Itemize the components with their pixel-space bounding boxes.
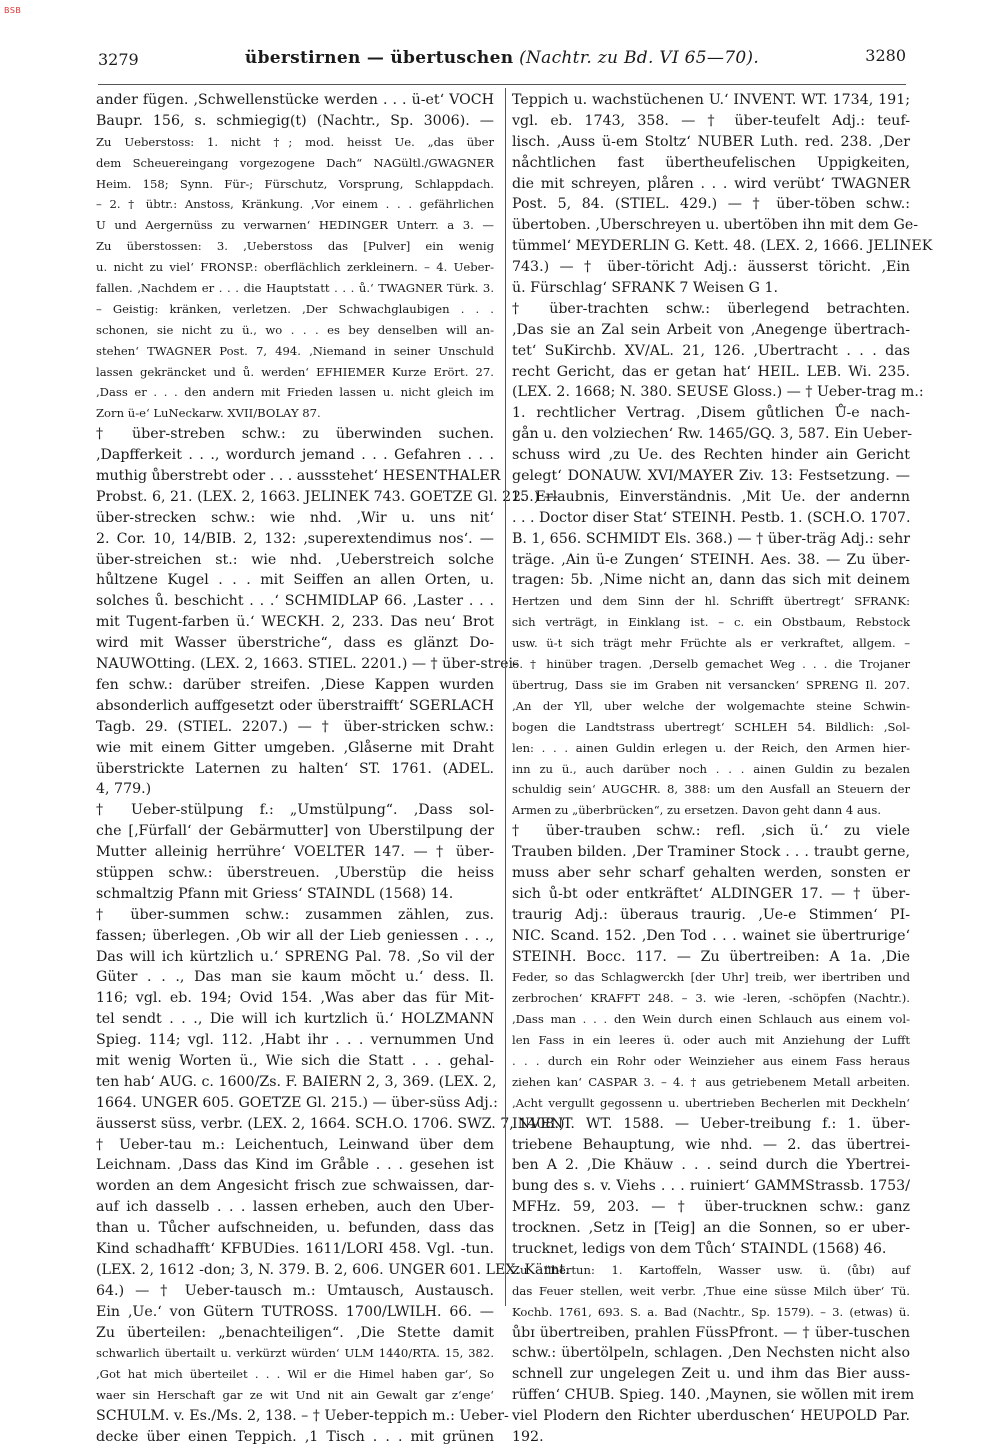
text-line: – 2. † übtr.: Anstoss, Kränkung. ‚Vor einem . . . gefährlichen bbox=[96, 197, 494, 212]
text-line: Zu Ueberstoss: 1. nicht †; mod. heisst Ue. „das über bbox=[96, 134, 494, 149]
text-line: lisch. ‚Auss ü-em Stoltz‘ NUBER Luth. red. 238. ‚Der bbox=[512, 133, 910, 150]
text-line: Zu übertun: 1. Kartoffeln, Wasser usw. ü. (ůbɪ) auf bbox=[512, 1262, 910, 1277]
text-line: . . . durch ein Rohr oder Weinzieher aus einem Fass heraus bbox=[512, 1053, 910, 1068]
text-line: das Feuer stellen, weit verbr. ‚Thue eine süsse Milch über‘ Tü. bbox=[512, 1283, 910, 1298]
page-number-left: 3279 bbox=[98, 50, 139, 69]
text-line: Das will ich kürtzlich u.‘ SPRENG Pal. 78. ‚So vil der bbox=[96, 948, 494, 965]
text-line: than u. Tůcher aufschneiden, u. befunden, dass das bbox=[96, 1220, 494, 1237]
text-line: – Geistig: kränken, verletzen. ‚Der Schwachglaubigen . . . bbox=[96, 301, 494, 316]
text-line: worden an dem Angesicht frisch zue schwaissen, dar- bbox=[96, 1178, 494, 1195]
text-line: zerbrochen‘ KRAFFT 248. – 3. wie -leren, -schöpfen (Nachtr.). bbox=[512, 991, 910, 1006]
text-line: stehen‘ TWAGNER Post. 7, 494. ‚Niemand in seiner Unschuld bbox=[96, 343, 494, 358]
text-line: SCHULM. v. Es./Ms. 2, 138. – † Ueber-teppich m.: Ueber- bbox=[96, 1408, 509, 1425]
page-number-right: 3280 bbox=[865, 46, 906, 65]
text-line: übertoben. ‚Uberschreyen u. ubertöben ihn mit dem Ge- bbox=[512, 217, 919, 234]
text-line: solches ů. beschicht . . .‘ SCHMIDLAP 66. ‚Laster . . . bbox=[96, 593, 494, 610]
text-line: träge. ‚Ain ü-e Zungen‘ STEINH. Aes. 38. — Zu über- bbox=[512, 551, 910, 568]
text-line: ‚An der Yll, uber welche der wolgemachte steine Schwin- bbox=[512, 698, 910, 713]
text-line: usw. ü-t sich trägt mehr Früchte als er verkraftet, allgem. – bbox=[512, 636, 910, 651]
text-line: 1664. UNGER 605. GOETZE Gl. 215.) — über-süss Adj.: bbox=[96, 1094, 498, 1111]
text-line: Armen zu „überbrücken“, zu ersetzen. Davon geht dann 4 aus. bbox=[512, 803, 882, 818]
text-line: hůltzene Kugel . . . mit Seiffen an allen Orten, u. bbox=[96, 572, 494, 589]
running-title-note: (Nachtr. zu Bd. VI 65—70). bbox=[519, 48, 760, 68]
text-line: MFHz. 59, 203. — † über-trucknen schw.: ganz bbox=[512, 1199, 910, 1216]
text-line: 192. bbox=[512, 1429, 544, 1445]
text-line: Kind schadhafft‘ KFBUDies. 1611/LORI 458. Vgl. -tun. bbox=[96, 1240, 494, 1257]
text-line: viel Plodern den Richter uberduschen‘ HEUPOLD Par. bbox=[512, 1408, 910, 1425]
text-line: schuss wird ‚zu Ue. des Rechten hinder ain Gericht bbox=[512, 447, 910, 464]
text-line: 2. Erlaubnis, Einverständnis. ‚Mit Ue. der andernn bbox=[512, 488, 910, 505]
text-line: mit wenig Worten ü., Wie sich die Statt . . . gehal- bbox=[96, 1052, 494, 1069]
text-line: inn zu ü., auch darüber noch . . . ainen Guldin zu bezalen bbox=[512, 761, 910, 776]
text-line: gelegt‘ DONAUW. XVI/MAYER Ziv. 13: Festsetzung. — bbox=[512, 468, 910, 485]
text-line: u. nicht zu viel‘ FRONSP.: oberflächlich zerkleinern. – 4. Ueber- bbox=[96, 260, 494, 275]
text-line: INVENT. WT. 1588. — Ueber-treibung f.: 1. über- bbox=[512, 1115, 910, 1132]
text-line: auf ich dasselb . . . lassen erheben, auch den Uber- bbox=[96, 1199, 494, 1216]
text-line: len: . . . ainen Guldin erlegen u. der Reich, den Armen hier- bbox=[512, 740, 910, 755]
running-title bbox=[245, 48, 759, 68]
text-line: fassen; überlegen. ‚Ob wir all der Lieb geniessen . . ., bbox=[96, 927, 494, 944]
text-line: überstrickte Laternen zu halten‘ ST. 1761. (ADEL. bbox=[96, 760, 494, 777]
text-line: ‚Dapfferkeit . . ., wordurch jemand . . . Gefahren . . . bbox=[96, 447, 494, 464]
text-line: schwarlich übertailt u. verkürzt würden‘ ULM 1440/RTA. 15, 382. bbox=[96, 1346, 494, 1361]
text-line: 6. † hinüber tragen. ‚Derselb gemachet Weg . . . die Trojaner bbox=[512, 657, 910, 672]
text-line: Kochb. 1761, 693. S. a. Bad (Nachtr., Sp. 1579). – 3. (etwas) ü. bbox=[512, 1304, 910, 1319]
text-line: . . . Doctor diser Stat‘ STEINH. Pestb. 1. (SCH.O. 1707. bbox=[512, 509, 911, 526]
text-line: Baupr. 156, s. schmiegig(t) (Nachtr., Sp. 3006). — bbox=[96, 112, 494, 129]
text-line: STEINH. Bocc. 117. — Zu übertreiben: A 1a. ‚Die bbox=[512, 948, 910, 965]
text-line: B. 1, 656. SCHMIDT Els. 368.) — † über-träg Adj.: sehr bbox=[512, 530, 910, 547]
text-line: waer sin Herschaft gar ze wit Und nit ain Gewalt gar z‘enge‘ bbox=[96, 1388, 494, 1403]
text-line: nåchtlichen fast übertheufelischen Uppigkeiten, bbox=[512, 154, 910, 171]
text-line: dem Scheuereingang vorgezogene Dach“ NAGültl./GWAGNER bbox=[96, 155, 494, 170]
text-line: ander fügen. ‚Schwellenstücke werden . . . ü-et‘ VOCH bbox=[96, 92, 494, 108]
text-line: Feder, so das Schlagwerckh [der Uhr] treib, wer ibertriben und bbox=[512, 970, 910, 985]
text-line: 1. rechtlicher Vertrag. ‚Disem gůtlichen Ů-e nach- bbox=[512, 405, 910, 422]
library-stamp: BSB bbox=[4, 6, 22, 15]
text-line: triebene Behauptung, wie nhd. — 2. das übertrei- bbox=[512, 1136, 910, 1153]
text-line: Tagb. 29. (STIEL. 2207.) — † über-stricken schw.: bbox=[96, 718, 494, 735]
text-line: übertrug, Dass sie im Graben nit versancken‘ SPRENG Il. 207. bbox=[512, 677, 910, 692]
text-line: 116; vgl. eb. 194; Ovid 154. ‚Was aber das für Mit- bbox=[96, 990, 494, 1007]
text-line: muss aber sehr scharf gehalten werden, sonsten er bbox=[512, 864, 910, 881]
text-line: (LEX. 2, 1612 -don; 3, N. 379. B. 2, 606. UNGER 601. LEX. Kärnt. bbox=[96, 1261, 570, 1278]
text-line: † Ueber-tau m.: Leichentuch, Leinwand über dem bbox=[96, 1136, 494, 1153]
text-line: † über-streben schw.: zu überwinden suchen. bbox=[96, 426, 494, 443]
text-line: stüppen schw.: überstreuen. ‚Uberstüp die heiss bbox=[96, 864, 494, 881]
text-line: tel sendt . . ., Die will ich kurtzlich ü.‘ HOLZMANN bbox=[96, 1011, 494, 1028]
text-line: schw.: übertölpeln, schlagen. ‚Den Nechsten nicht also bbox=[512, 1345, 910, 1362]
text-line: Zu überstossen: 3. ‚Ueberstoss das [Pulver] ein wenig bbox=[96, 239, 494, 254]
text-line: schmaltzig Pfann mit Griess‘ STAINDL (1568) 14. bbox=[96, 885, 454, 902]
text-line: trucknet, ledigs von dem Tůch‘ STAINDL (1568) 46. bbox=[512, 1240, 887, 1257]
text-line: tet‘ SuKirchb. XV/AL. 21, 126. ‚Ubertracht . . . das bbox=[512, 342, 910, 359]
text-line: muthig ůberstrebt oder . . . aussstehet‘ HESENTHALER bbox=[96, 468, 501, 485]
text-line: vgl. eb. 1743, 358. — † über-teufelt Adj.: teuf- bbox=[512, 112, 910, 129]
text-line: ‚Acht vergullt gegossenn u. ubertrieben Becherlen mit Deckheln‘ bbox=[512, 1095, 910, 1110]
text-line: NIC. Scand. 152. ‚Den Tod . . . wainet sie übertrurige‘ bbox=[512, 927, 910, 944]
text-line: fallen. ‚Nachdem er . . . die Hauptstatt . . . ů.‘ TWAGNER Türk. 3. bbox=[96, 281, 494, 296]
text-line: Zorn ü-e‘ LuNeckarw. XVII/BOLAY 87. bbox=[96, 406, 321, 421]
text-line: Heim. 158; Synn. Für-; Fürschutz, Vorsprung, Schlappdach. bbox=[96, 176, 494, 191]
text-line: Güter . . ., Das man sie kaum mŏcht u.‘ dess. Il. bbox=[96, 969, 494, 986]
text-line: † über-trachten schw.: überlegend betrachten. bbox=[512, 300, 910, 317]
text-line: Hertzen und dem Sinn der hl. Schrifft übertregt‘ SFRANK: bbox=[512, 594, 910, 609]
text-line: Ein ‚Ue.‘ von Gütern TUTROSS. 1700/LWILH. 66. — bbox=[96, 1303, 494, 1320]
text-line: über-strecken schw.: wie nhd. ‚Wir u. uns nit‘ bbox=[96, 509, 494, 526]
text-line: rüffen‘ CHUB. Spieg. 140. ‚Maynen, sie wŏllen mit irem bbox=[512, 1387, 915, 1404]
text-line: † über-summen schw.: zusammen zählen, zus. bbox=[96, 906, 494, 923]
text-line: Leichnam. ‚Dass das Kind im Gråble . . . gesehen ist bbox=[96, 1157, 494, 1174]
text-line: 743.) — † über-töricht Adj.: äusserst töricht. ‚Ein bbox=[512, 259, 910, 276]
column-divider bbox=[505, 88, 506, 1306]
text-line: mit Tugent-farben ü.‘ WECKH. 2, 233. Das neu‘ Brot bbox=[96, 614, 494, 631]
running-title-headwords: überstirnen — übertuschen bbox=[244, 48, 514, 68]
text-line: NAUWOtting. (LEX. 2, 1663. STIEL. 2201.) — † über-strei- bbox=[96, 656, 518, 673]
text-line: fen schw.: darüber streifen. ‚Diese Kappen wurden bbox=[96, 676, 494, 693]
text-line: absonderlich auffgesetzt oder überstraifft‘ SGERLACH bbox=[96, 697, 494, 714]
text-line: ziehen kan‘ CASPAR 3. – 4. † aus getriebenem Metall arbeiten. bbox=[512, 1074, 910, 1089]
text-line: bogen die Landtstrass ubertregt‘ SCHLEH 54. Bildlich: ‚Sol- bbox=[512, 719, 910, 734]
text-line: U und Aergernüss zu verwarnen‘ HEDINGER Unterr. a 3. — bbox=[96, 218, 494, 233]
text-line: ten hab‘ AUG. c. 1600/Zs. F. BAIERN 2, 3, 369. (LEX. 2, bbox=[96, 1073, 497, 1090]
text-line: † Ueber-stülpung f.: „Umstülpung“. ‚Dass sol- bbox=[96, 802, 494, 819]
text-line: Trauben bilden. ‚Der Traminer Stock . . . traubt gerne, bbox=[512, 844, 910, 861]
text-line: schuldig sein‘ AUGCHR. 8, 388: um den Ausfall an Steuern der bbox=[512, 782, 910, 797]
right-column bbox=[512, 90, 933, 1448]
text-line: Probst. 6, 21. (LEX. 2, 1663. JELINEK 743. GOETZE Gl. 215.) — bbox=[96, 488, 558, 505]
text-line: † über-trauben schw.: refl. ‚sich ü.‘ zu viele bbox=[512, 823, 910, 840]
text-line: recht Gericht, das er getan hat‘ HEIL. LEB. Wi. 235. bbox=[512, 363, 910, 380]
text-line: ‚Got hat mich überteilet . . . Wil er die Himel haben gar‘, So bbox=[96, 1367, 494, 1382]
text-line: ‚Dass er . . . den andern mit Frieden lassen u. nicht gleich im bbox=[96, 385, 494, 400]
text-line: bung des s. v. Viehs . . . ruiniert‘ GAMMStrassb. 1753/ bbox=[512, 1178, 910, 1195]
text-line: 4, 779.) bbox=[96, 781, 152, 798]
text-line: ‚Das sie an Zal sein Arbeit von ‚Anegenge übertrach- bbox=[512, 321, 910, 338]
text-line: tragen: 5b. ‚Nime nicht an, dann das sich mit deinem bbox=[512, 572, 910, 589]
page-header bbox=[98, 44, 906, 80]
text-line: die mit schreyen, plåren . . . wird verübt‘ TWAGNER bbox=[512, 175, 910, 192]
text-line: tümmel‘ MEYDERLIN G. Kett. 48. (LEX. 2, 1666. JELINEK bbox=[512, 238, 933, 255]
text-line: gån u. den volziechen‘ Rw. 1465/GQ. 3, 587. Ein Ueber- bbox=[512, 426, 913, 443]
text-line: schnell zur ungelegen Zeit u. und ihm das Bier auss- bbox=[512, 1366, 910, 1383]
text-line: 2. Cor. 10, 14/BIB. 2, 132: ‚superextendimus nos‘. — bbox=[96, 530, 494, 547]
text-line: Teppich u. wachstüchenen U.‘ INVENT. WT. 1734, 191; bbox=[512, 92, 910, 108]
text-line: über-streichen st.: wie nhd. ‚Ueberstreich solche bbox=[96, 551, 494, 568]
text-line: decke über einen Teppich. ‚1 Tisch . . . mit grünen bbox=[96, 1429, 494, 1445]
header-rule bbox=[98, 84, 906, 85]
text-line: lassen gekräncket und ů. werden‘ EFHIEMER Kurze Erört. 27. bbox=[96, 364, 494, 379]
text-line: Zu überteilen: „benachteiligen“. ‚Die Stette damit bbox=[96, 1324, 494, 1341]
text-line: ben A 2. ‚Die Khäuw . . . seind durch die Ybertrei- bbox=[512, 1157, 910, 1174]
text-line: che [‚Fürfall‘ der Gebärmutter] von Uberstilpung der bbox=[96, 823, 494, 840]
text-line: wie mit einem Gitter umgeben. ‚Glåserne mit Draht bbox=[96, 739, 494, 756]
text-line: 64.) — † Ueber-tausch m.: Umtausch, Austausch. bbox=[96, 1282, 494, 1299]
text-line: (LEX. 2. 1668; N. 380. SEUSE Gloss.) — † Ueber-trag m.: bbox=[512, 384, 924, 401]
text-line: schonen, sie nicht zu ü., wo . . . es bey denselben will an- bbox=[96, 322, 494, 337]
text-line: äusserst süss, verbr. (LEX. 2, 1664. SCH.O. 1706. SWZ. 7, 1408.) bbox=[96, 1115, 565, 1132]
text-line: sich ů-bt oder entkräftet‘ ALDINGER 17. — † über- bbox=[512, 885, 910, 902]
text-line: Mutter alleinig herrühre‘ VOELTER 147. — † über- bbox=[96, 844, 494, 861]
text-line: traurig Adj.: überaus traurig. ‚Ue-e Stimmen‘ PI- bbox=[512, 906, 910, 923]
text-line: len Fass in ein leeres ü. oder auch mit Anziehung der Lufft bbox=[512, 1033, 910, 1048]
text-line: Post. 5, 84. (STIEL. 429.) — † über-töben schw.: bbox=[512, 196, 910, 213]
text-line: ü. Fürschlag‘ SFRANK 7 Weisen G 1. bbox=[512, 280, 778, 297]
text-line: Spieg. 114; vgl. 112. ‚Habt ihr . . . vernummen Und bbox=[96, 1032, 494, 1049]
text-line: ůbɪ übertreiben, prahlen FüssPfront. — † über-tuschen bbox=[512, 1324, 910, 1341]
text-line: ‚Dass man . . . den Wein durch einen Schlauch aus einem vol- bbox=[512, 1012, 910, 1027]
text-line: sich verträgt, in Einklang ist. – c. ein Obstbaum, Rebstock bbox=[512, 615, 910, 630]
text-line: trocknen. ‚Setz in [Teig] an die Sonnen, so er uber- bbox=[512, 1220, 910, 1237]
text-line: wird mit Wasser überstriche“, dass es glänzt Do- bbox=[96, 635, 494, 652]
